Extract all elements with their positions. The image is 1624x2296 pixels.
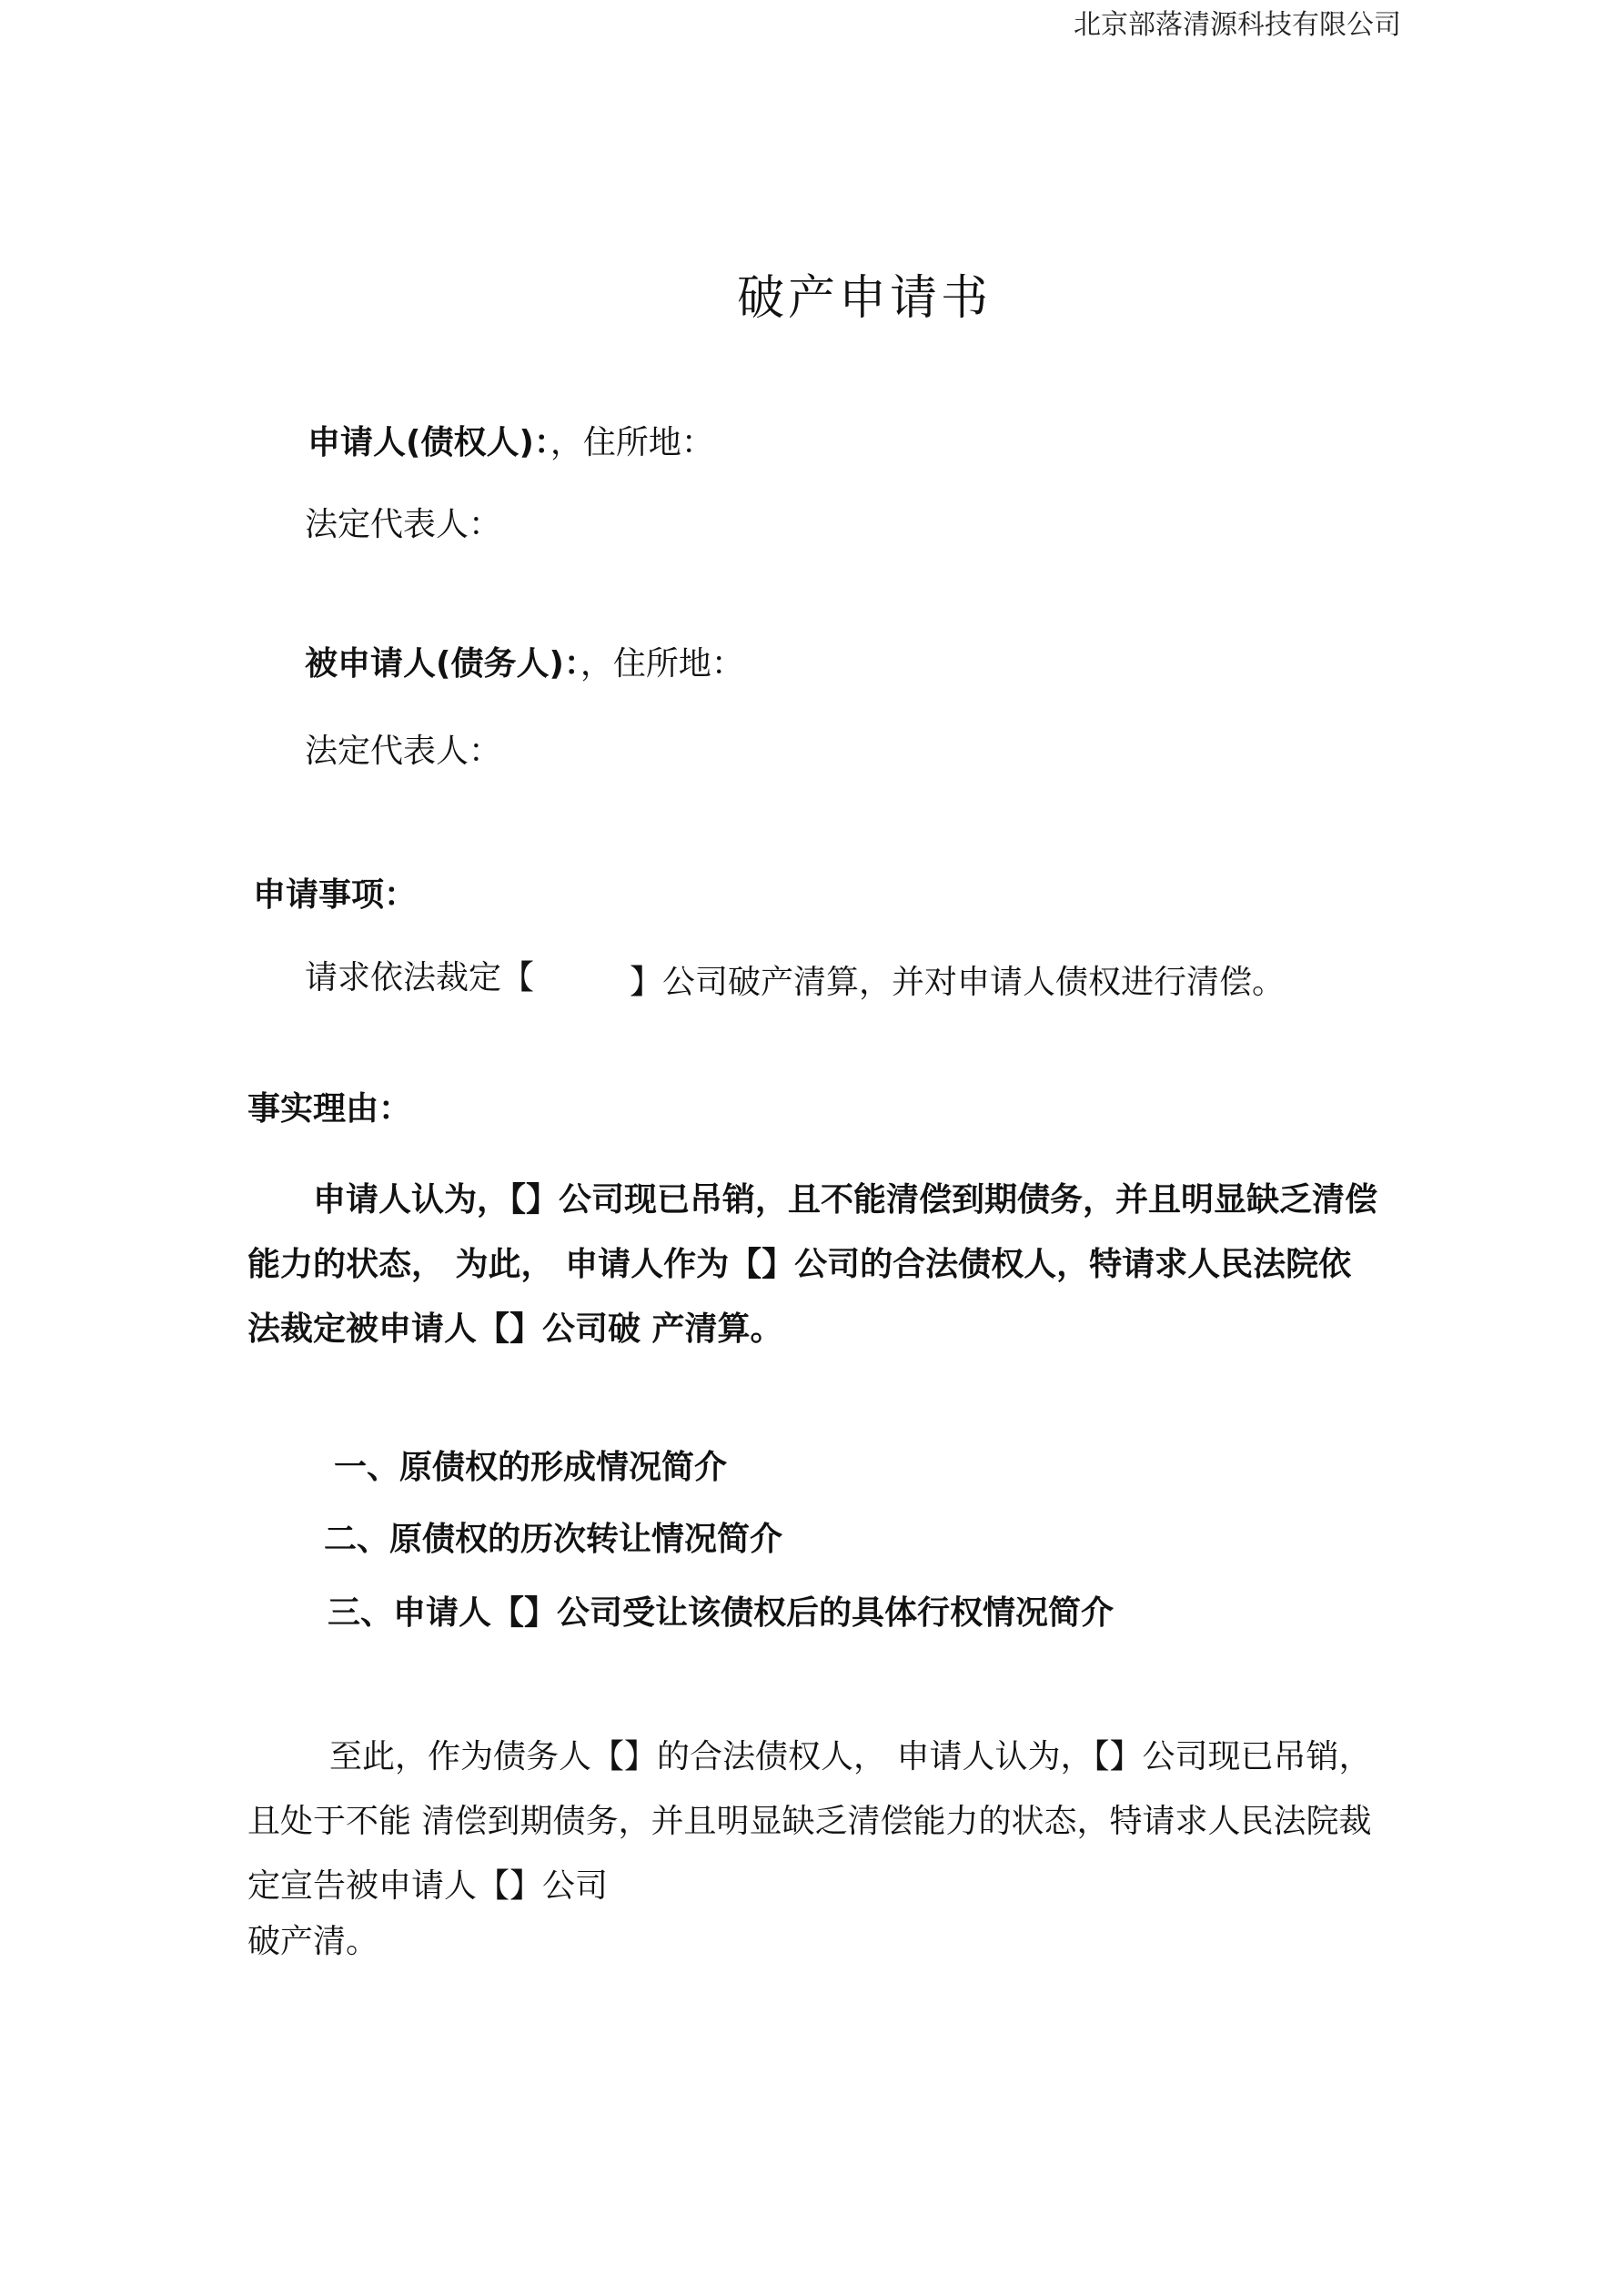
section-1: 一、原债权的形成情况简介 (334, 1449, 728, 1486)
applicant-address: ，住所地： (550, 424, 714, 461)
matters-part2: 】公司破产清算，并对申请人债权进行清偿。 (630, 964, 1286, 1001)
respondent-label: 被申请人(债务人)： (305, 645, 580, 683)
facts-body: 申请人认为，【】公司现已吊销，且不能清偿到期债务，并且明显缺乏清偿能力的状态， 为此， 申请人作为【】公司的合法债权人，特请求人民法院依法裁定被申请人【】公司破 产清算。 (247, 1181, 1378, 1348)
facts-heading: 事实理由： (247, 1090, 412, 1128)
conclusion-tail: 破产清。 (247, 1923, 379, 1960)
conclusion-body: 至此，作为债务人【】的合法债权人， 申请人认为，【】公司现已吊销，且处于不能 清偿到期债务，并且明显缺乏清偿能力的状态，特请求人民法院裁定宣告被申请人【】公司 (247, 1738, 1372, 1905)
section-2: 二、原债权的历次转让情况简介 (324, 1521, 783, 1558)
matters-heading: 申请事项： (253, 876, 418, 914)
respondent-legal-rep: 法定代表人： (305, 733, 502, 770)
document-title: 破产申请书 (736, 271, 992, 326)
section-3: 三、申请人【】公司受让该债权后的具体行权情况简介 (328, 1594, 1115, 1632)
applicant-label: 申请人(债权人)： (308, 424, 550, 461)
respondent-address: ，住所地： (580, 645, 744, 683)
matters-part1: 请求依法裁定【 (305, 959, 535, 996)
respondent-line (305, 638, 744, 684)
applicant-line (308, 417, 714, 463)
header-company: 北京部落清源科技有限公司 (1074, 9, 1401, 41)
applicant-legal-rep: 法定代表人： (305, 506, 502, 543)
